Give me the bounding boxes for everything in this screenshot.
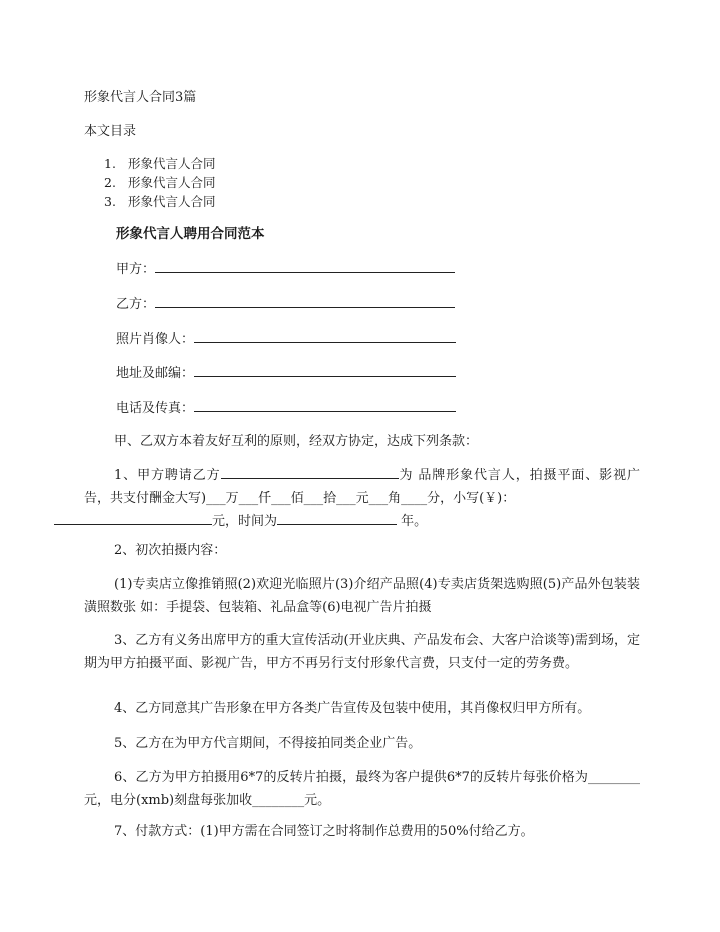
party-a-label: 甲方：	[116, 262, 156, 277]
phone-blank	[194, 397, 456, 412]
portrait-blank	[194, 328, 456, 343]
paragraph-6: 6、乙方为甲方拍摄用6*7的反转片拍摄，最终为客户提供6*7的反转片每张价格为________元，电分(xmb)刻盘每张加收________元。	[84, 770, 640, 808]
portrait-field	[116, 328, 456, 350]
toc-item[interactable]	[104, 173, 216, 192]
paragraph-1	[84, 464, 640, 533]
address-label: 地址及邮编：	[116, 366, 195, 381]
address-field	[116, 362, 456, 384]
spokesperson-blank	[221, 464, 399, 479]
toc-item-label: 形象代言人合同	[128, 194, 216, 209]
toc-item[interactable]	[104, 192, 216, 211]
clause-1-start: 1、甲方聘请乙方	[114, 468, 221, 483]
paragraph-7: 7、付款方式：(1)甲方需在合同签订之时将制作总费用的50%付给乙方。	[114, 824, 534, 839]
table-of-contents	[104, 154, 216, 211]
time-blank	[277, 510, 397, 525]
document-title: 形象代言人合同3篇	[84, 90, 197, 105]
toc-item-label: 形象代言人合同	[128, 156, 216, 171]
clause-1-year: 年。	[397, 514, 428, 529]
phone-label: 电话及传真：	[116, 401, 195, 416]
section-title: 形象代言人聘用合同范本	[116, 226, 265, 242]
paragraph-2-detail: (1)专卖店立像推销照(2)欢迎光临照片(3)介绍产品照(4)专卖店货架选购照(5)产品外包装装潢照数张 如：手提袋、包装箱、礼品盒等(6)电视广告片拍摄	[84, 577, 640, 615]
address-blank	[194, 362, 456, 377]
portrait-label: 照片肖像人：	[116, 332, 195, 347]
toc-item[interactable]	[104, 154, 216, 173]
paragraph-intro: 甲、乙双方本着友好互利的原则，经双方协定，达成下列条款：	[114, 434, 479, 449]
party-b-blank	[155, 293, 455, 308]
clause-1-time: 元，时间为	[212, 514, 278, 529]
toc-item-number: 3.	[104, 194, 116, 209]
paragraph-3: 3、乙方有义务出席甲方的重大宣传活动(开业庆典、产品发布会、大客户洽谈等)需到场，定期为甲方拍摄平面、影视广告，甲方不再另行支付形象代言费，只支付一定的劳务费。	[84, 633, 640, 671]
paragraph-2: 2、初次拍摄内容：	[114, 543, 227, 558]
amount-blank	[54, 510, 212, 525]
toc-item-label: 形象代言人合同	[128, 175, 216, 190]
toc-heading: 本文目录	[84, 124, 137, 139]
toc-item-number: 2.	[104, 175, 116, 190]
clause-1-fee: 为 品牌形象代言人，拍摄平面、影视广告，共支付酬金大写)___万___仟___佰___拾___元___角____分，小写(￥)：	[84, 468, 640, 506]
phone-field	[116, 397, 456, 419]
party-b-field	[116, 293, 455, 315]
party-a-field	[116, 258, 455, 280]
toc-item-number: 1.	[104, 156, 116, 171]
paragraph-4: 4、乙方同意其广告形象在甲方各类广告宣传及包装中使用，其肖像权归甲方所有。	[114, 701, 591, 716]
party-b-label: 乙方：	[116, 297, 156, 312]
paragraph-5: 5、乙方在为甲方代言期间，不得接拍同类企业广告。	[114, 736, 422, 751]
party-a-blank	[155, 258, 455, 273]
